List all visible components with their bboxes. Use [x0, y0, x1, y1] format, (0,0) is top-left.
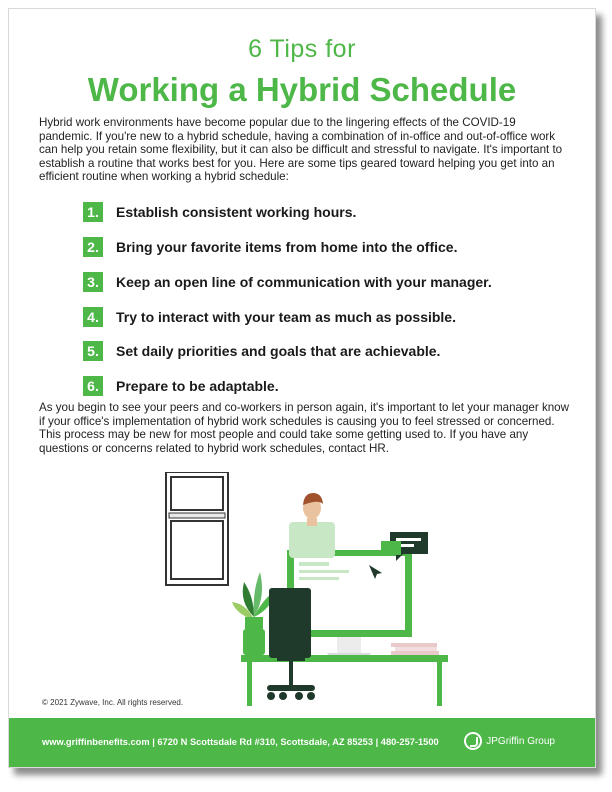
copyright-notice: © 2021 Zywave, Inc. All rights reserved. [42, 698, 184, 707]
office-illustration [159, 472, 449, 707]
company-logo [464, 732, 555, 750]
tip-number: 2. [83, 237, 103, 257]
tip-text: Try to interact with your team as much as possible. [116, 309, 456, 325]
logo-mark-icon [464, 732, 482, 750]
tip-item [83, 375, 279, 397]
tip-number: 3. [83, 272, 103, 292]
tip-text: Establish consistent working hours. [116, 204, 357, 220]
intro-paragraph: Hybrid work environments have become popular due to the lingering effects of the COVID-19 pandemic. If you're new to a hybrid schedule, having a combination of in-office and out-of-office work can help you retain some flexibility, but it can also be difficult and stressful to navigate. It's important to establish a routine that works best for you. Here are some tips geared toward helping you get into an efficient routine when working a hybrid schedule: [39, 116, 563, 184]
tip-item [83, 271, 492, 293]
document-page [8, 8, 596, 768]
tip-number: 1. [83, 202, 103, 222]
footer-contact: www.griffinbenefits.com | 6720 N Scottsdale Rd #310, Scottsdale, AZ 85253 | 480-257-1500 [42, 737, 439, 747]
tip-item [83, 340, 440, 362]
tip-item [83, 236, 457, 258]
window-icon [166, 472, 228, 585]
tip-text: Bring your favorite items from home into the office. [116, 239, 458, 255]
tip-number: 4. [83, 307, 103, 327]
tip-text: Keep an open line of communication with your manager. [116, 274, 492, 290]
person-illustration [289, 493, 335, 558]
tip-item [83, 306, 456, 328]
tip-text: Prepare to be adaptable. [116, 378, 279, 394]
tip-number: 6. [83, 376, 103, 396]
title-line-2: Working a Hybrid Schedule [87, 71, 517, 108]
logo-text: JPGriffin Group [486, 735, 555, 747]
tip-item [83, 201, 356, 223]
chair-illustration [267, 588, 315, 700]
footer-bar [9, 718, 595, 768]
papers-icon [391, 643, 439, 655]
tip-number: 5. [83, 341, 103, 361]
title-line-1: 6 Tips for [248, 35, 356, 63]
tip-text: Set daily priorities and goals that are achievable. [116, 343, 441, 359]
outro-paragraph: As you begin to see your peers and co-workers in person again, it's important to let your manager know if your office's implementation of hybrid work schedules is causing you to feel stressed or concerned. This process may be new for most people and could take some getting used to. If you have any questions or concerns related to hybrid work schedules, contact HR. [39, 401, 570, 455]
